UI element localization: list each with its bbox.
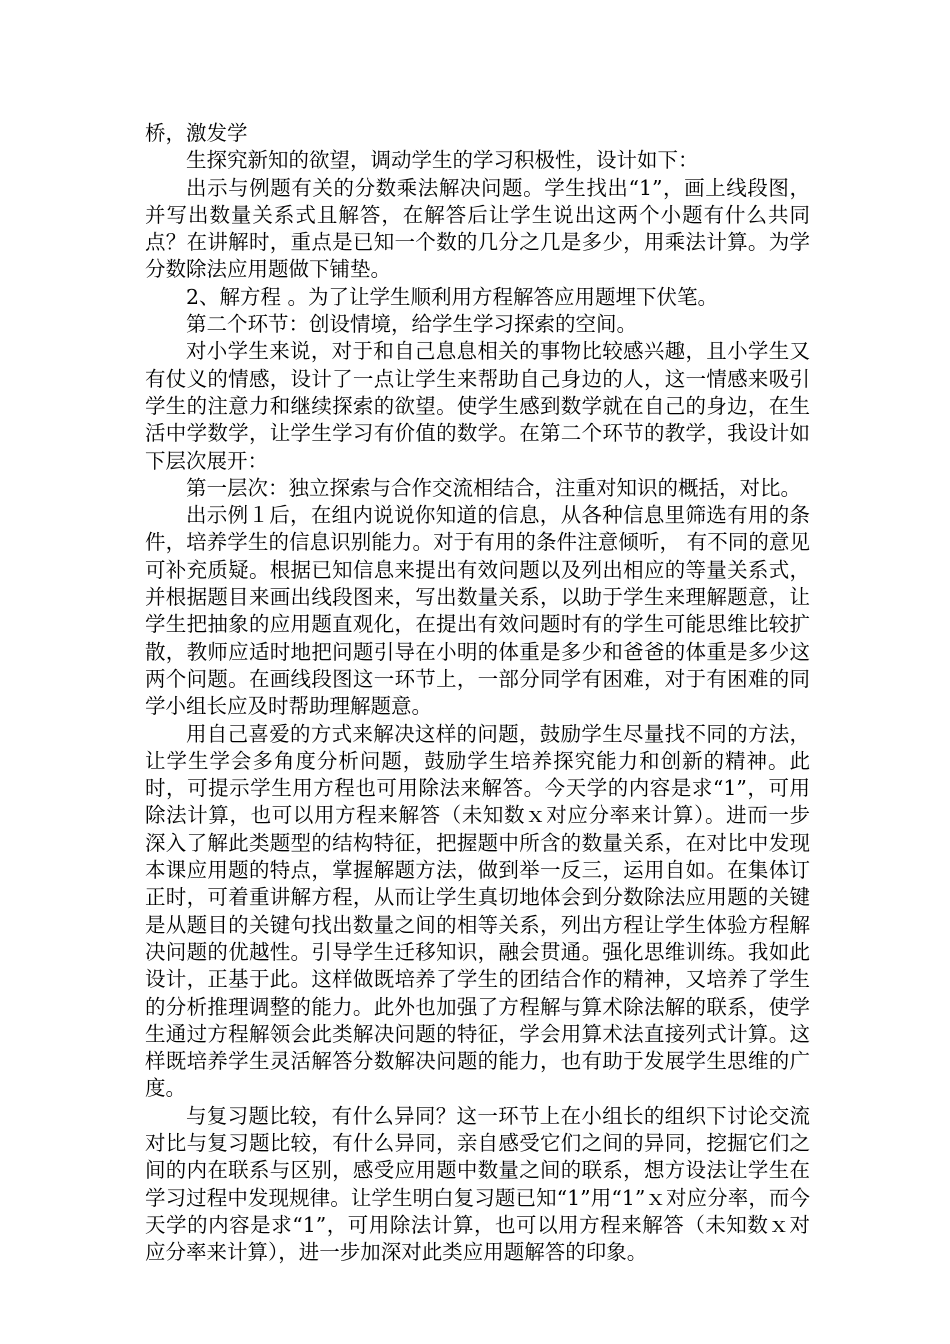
paragraph-solve-equation: 2、解方程 。为了让学生顺利用方程解答应用题埋下伏笔。 [186, 284, 719, 309]
paragraph-intro: 生探究新知的欲望，调动学生的学习积极性，设计如下： [186, 148, 699, 173]
paragraph-comparison: 与复习题比较，有什么异同？这一环节上在小组长的组织下讨论交流对比与复习题比较，有什么异同，亲自感受它们之间的异同，挖掘它们之间的内在联系与区别，感受应用题中数量之间的联系，想方设法让学生在学习过程中发现规律。让学生明白复习题已知“1”用“1”ｘ对应分率，而今天学的内容是求“1”，可用除法计算，也可以用方程来解答（未知数ｘ对应分率来计算），进一步加深对此类应用题解答的印象。 [145, 1103, 810, 1265]
paragraph-first-level: 第一层次：独立探索与合作交流相结合，注重对知识的概括，对比。 [186, 475, 801, 500]
paragraph-student-interest: 对小学生来说，对于和自己息息相关的事物比较感兴趣，且小学生又有仗义的情感，设计了一点让学生来帮助自己身边的人，这一情感来吸引学生的注意力和继续探索的欲望。使学生感到数学就在自己的身边，在生活中学数学，让学生学习有价值的数学。在第二个环节的教学，我设计如下层次展开： [145, 339, 810, 473]
paragraph-second-stage: 第二个环节：创设情境，给学生学习探索的空间。 [186, 312, 637, 337]
paragraph-fragment: 桥，激发学 [145, 121, 248, 145]
paragraph-example-one: 出示例１后，在组内说说你知道的信息，从各种信息里筛选有用的条件，培养学生的信息识别能力。对于有用的条件注意倾听， 有不同的意见可补充质疑。根据已知信息来提出有效问题以及列出相应的等量关系式，并根据题目来画出线段图来，写出数量关系，以助于学生来理解题意，让学生把抽象的应用题直观化，在提出有效问题时有的学生可能思维比较扩散，教师应适时地把问题引导在小明的体重是多少和爸爸的体重是多少这两个问题。在画线段图这一环节上，一部分同学有困难，对于有困难的同学小组长应及时帮助理解题意。 [145, 503, 810, 719]
paragraph-methods: 用自己喜爱的方式来解决这样的问题，鼓励学生尽量找不同的方法，让学生学会多角度分析问题，鼓励学生培养探究能力和创新的精神。此时，可提示学生用方程也可用除法来解答。今天学的内容是求“1”，可用除法计算，也可以用方程来解答（未知数ｘ对应分率来计算）。进而一步深入了解此类题型的结构特征，把握题中所含的数量关系，在对比中发现本课应用题的特点，掌握解题方法，做到举一反三，运用自如。在集体订正时，可着重讲解方程，从而让学生真切地体会到分数除法应用题的关键是从题目的关键句找出数量之间的相等关系，列出方程让学生体验方程解决问题的优越性。引导学生迁移知识，融会贯通。强化思维训练。我如此设计，正基于此。这样做既培养了学生的团结合作的精神，又培养了学生的分析推理调整的能力。此外也加强了方程解与算术除法解的联系，使学生通过方程解领会此类解决问题的特征，学会用算术法直接列式计算。这样既培养学生灵活解答分数解决问题的能力，也有助于发展学生思维的广度。 [145, 721, 810, 1101]
paragraph-review-problems: 出示与例题有关的分数乘法解决问题。学生找出“1”，画上线段图，并写出数量关系式且解答，在解答后让学生说出这两个小题有什么共同点？在讲解时，重点是已知一个数的几分之几是多少，用乘法计算。为学分数除法应用题做下铺垫。 [145, 175, 810, 282]
document-body [145, 120, 810, 1266]
